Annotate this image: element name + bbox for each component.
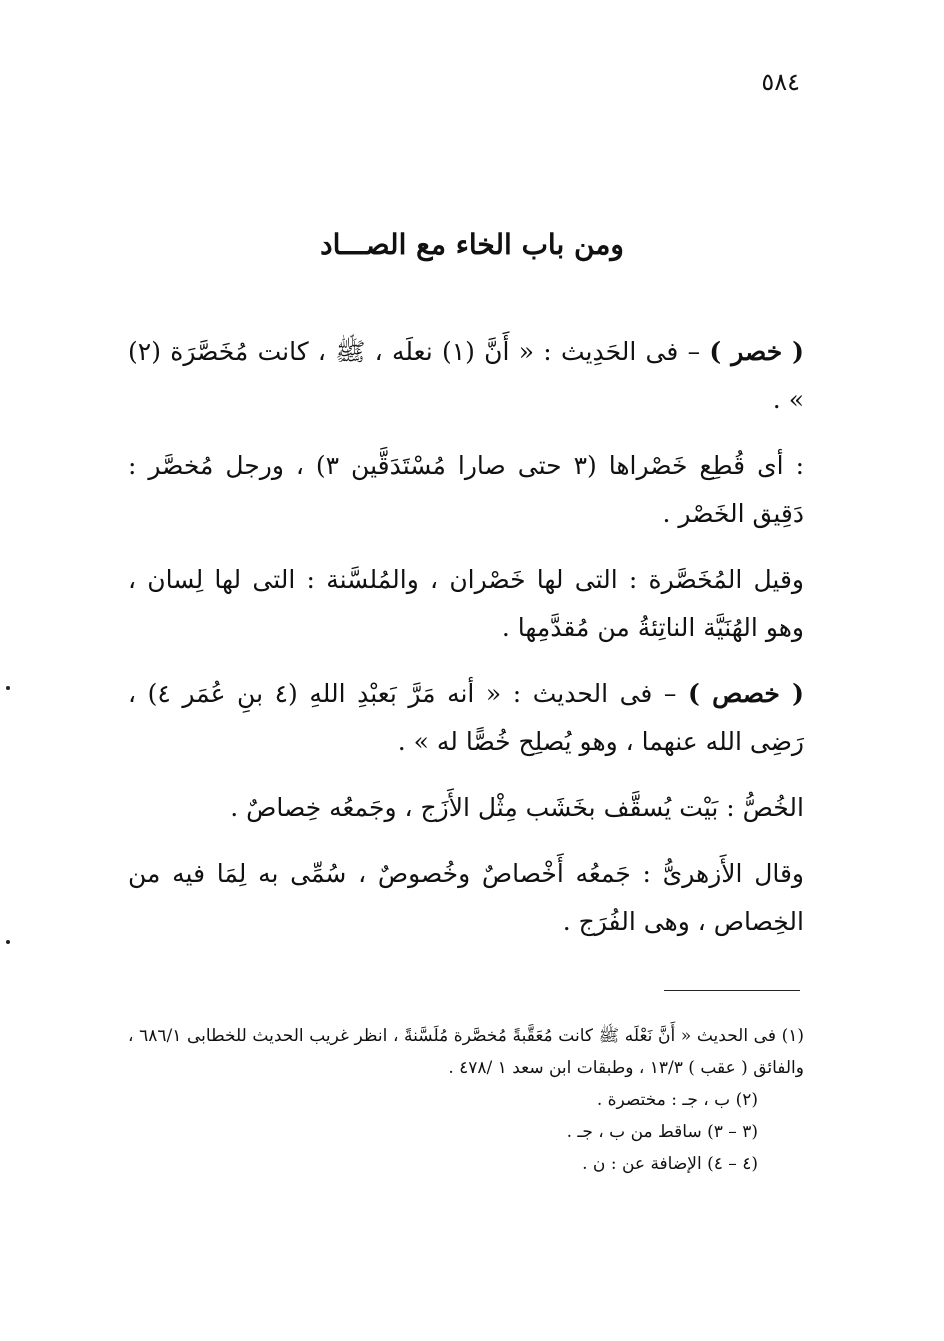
- paragraph-text: – فى الحديث : « أنه مَرَّ بَعبْدِ اللهِ (٤ بنِ عُمَر ٤) ، رَضِى الله عنهما ، وهو يُصلِح خُصًّا له » .: [128, 679, 804, 756]
- footnote-divider: [664, 990, 800, 991]
- entry-term: ( خصر ): [709, 337, 804, 366]
- footnote-1: (١) فى الحديث « أَنَّ نَعْلَه ﷺ كانت مُعَقَّبةً مُخصَّرة مُلَسَّنةً ، انظر غريب الحديث للخطابى ٦٨٦/١ ، والفائق ( عقب ) ١٣/٣ ، وطبقات ابن سعد ١ /٤٧٨ .: [128, 1026, 805, 1078]
- scan-edge-mark: [6, 686, 10, 690]
- paragraph-text: الخُصُّ : بَيْت يُسقَّف بخَشَب مِثْل الأَزَج ، وجَمعُه خِصاصٌ .: [230, 793, 804, 822]
- body-text: [128, 328, 804, 964]
- footnotes: [128, 1020, 804, 1180]
- footnote-2: (٢) ب ، جـ : مختصرة .: [596, 1090, 758, 1110]
- scan-edge-mark: [6, 940, 10, 944]
- paragraph-text: : أى قُطِع خَصْراها (٣ حتى صارا مُسْتَدَقَّين ٣) ، ورجل مُخصَّر : دَقِيق الخَصْر .: [128, 451, 804, 528]
- paragraph-azhari: [128, 850, 804, 946]
- paragraph-khuss: [128, 784, 804, 832]
- paragraph-explanation: [128, 442, 804, 538]
- footnote-4: (٤ – ٤) الإضافة عن : ن .: [582, 1154, 758, 1174]
- paragraph-text: وقيل المُخَصَّرة : التى لها خَصْران ، والمُلسَّنة : التى لها لِسان ، وهو الهُنَيَّة الناتِئةُ من مُقدَّمِها .: [128, 565, 804, 642]
- paragraph-text: وقال الأَزهرىُّ : جَمعُه أَخْصاصٌ وخُصوصٌ ، سُمِّى به لِمَا فيه من الخِصاص ، وهى الفُرَج .: [128, 859, 804, 936]
- footnote-3: (٣ – ٣) ساقط من ب ، جـ .: [566, 1122, 758, 1142]
- paragraph-khasas: [128, 670, 804, 766]
- paragraph-mukhassara: [128, 556, 804, 652]
- page-number: ٥٨٤: [761, 68, 800, 96]
- entry-term: ( خصص ): [687, 679, 804, 708]
- paragraph-khasr: [128, 328, 804, 424]
- paragraph-text: – فى الحَدِيث : « أَنَّ (١) نعلَه ، ﷺ ، كانت مُخَصَّرَة (٢) » .: [128, 337, 804, 414]
- section-heading: ومن باب الخاء مع الصـــاد: [320, 228, 624, 261]
